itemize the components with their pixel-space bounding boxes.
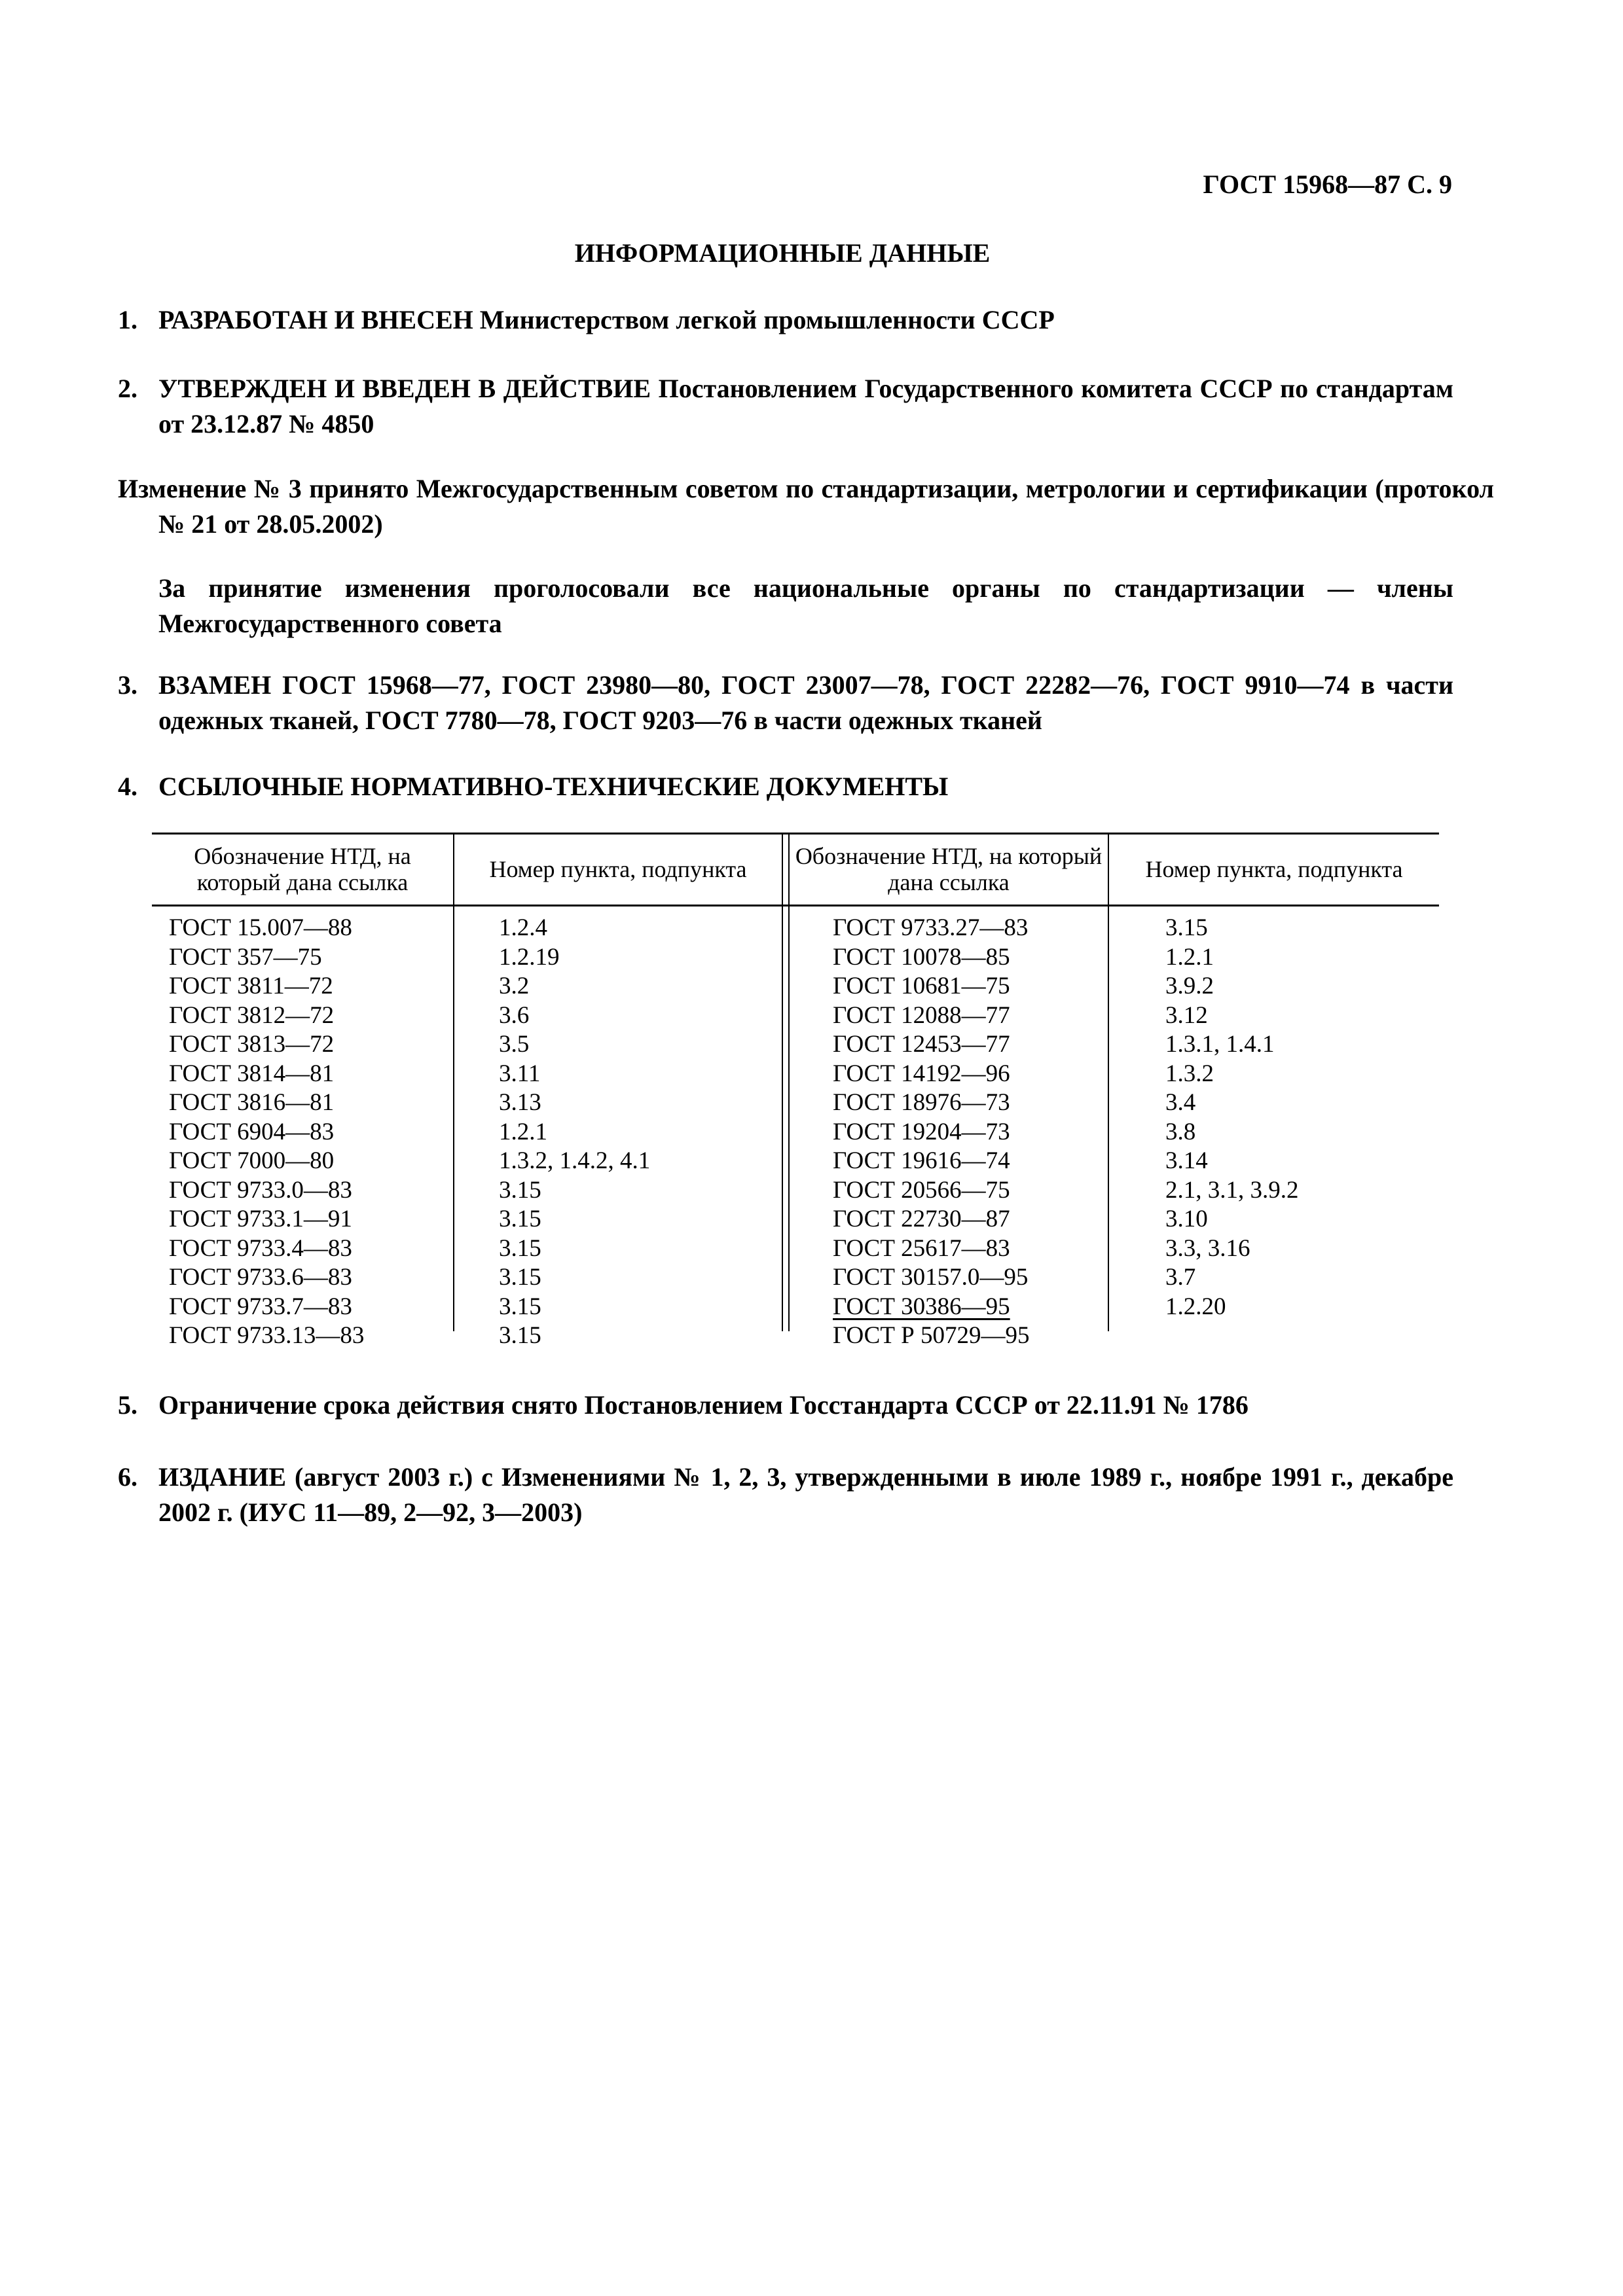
- table-cell: 1.3.2, 1.4.2, 4.1: [499, 1147, 651, 1174]
- item-number: 5.: [118, 1390, 137, 1420]
- table-cell: [1165, 1321, 1299, 1351]
- table-cell: ГОСТ 9733.27—83: [833, 914, 1029, 941]
- table-cell: ГОСТ 9733.1—91: [169, 1206, 352, 1232]
- table-cell: 3.10: [1165, 1206, 1208, 1232]
- table-cell: ГОСТ 3814—81: [169, 1060, 335, 1087]
- table-cell: ГОСТ 12088—77: [833, 1001, 1010, 1029]
- table-cell: ГОСТ 3816—81: [169, 1089, 335, 1116]
- table-cell: 3.15: [499, 1322, 541, 1349]
- table-cell: 3.3, 3.16: [1165, 1234, 1250, 1262]
- left-docs-column: [169, 914, 364, 1351]
- table-cell: ГОСТ 22730—87: [833, 1206, 1010, 1232]
- table-cell: ГОСТ 25617—83: [833, 1234, 1010, 1262]
- table-cell: 3.7: [1165, 1264, 1196, 1291]
- header-cell-ref-right: Номер пункта, подпункта: [1145, 856, 1403, 882]
- table-cell: ГОСТ 10078—85: [833, 943, 1010, 971]
- table-cell: ГОСТ 9733.0—83: [169, 1176, 352, 1204]
- column-double-divider: [782, 833, 790, 1331]
- page-title: ИНФОРМАЦИОННЫЕ ДАННЫЕ: [574, 238, 991, 268]
- table-cell: ГОСТ 357—75: [169, 943, 322, 971]
- table-cell: 2.1, 3.1, 3.9.2: [1165, 1176, 1299, 1204]
- page-header: ГОСТ 15968—87 С. 9: [1203, 170, 1452, 199]
- item-3: [118, 668, 1453, 738]
- table-cell: 3.15: [1165, 914, 1208, 941]
- header-cell-doc-right: Обозначение НТД, на который дана ссылка: [795, 843, 1103, 895]
- table-cell: ГОСТ 9733.7—83: [169, 1293, 352, 1320]
- table-cell: ГОСТ Р 50729—95: [833, 1322, 1030, 1349]
- item-text: РАЗРАБОТАН И ВНЕСЕН Министерством легкой промышленности СССР: [158, 305, 1055, 334]
- table-cell: 3.14: [1165, 1147, 1208, 1174]
- item-6: [118, 1460, 1453, 1530]
- table-cell: 1.2.20: [1165, 1293, 1226, 1320]
- right-docs-column: [833, 914, 1030, 1351]
- table-cell: 3.8: [1165, 1118, 1196, 1145]
- table-cell: 3.15: [499, 1234, 541, 1262]
- item-number: 4.: [118, 772, 137, 801]
- table-cell: 3.11: [499, 1060, 541, 1087]
- table-cell: 1.2.19: [499, 943, 560, 971]
- table-cell: 1.2.1: [499, 1118, 547, 1145]
- item-text: Ограничение срока действия снято Постановлением Госстандарта СССР от 22.11.91 № 1786: [158, 1390, 1249, 1420]
- table-top-rule: [152, 833, 1439, 834]
- table-cell: ГОСТ 15.007—88: [169, 914, 352, 941]
- table-header-rule: [152, 905, 1439, 906]
- item-5: [118, 1388, 1453, 1423]
- table-cell: 3.15: [499, 1264, 541, 1291]
- item-4: [118, 769, 1453, 804]
- table-cell: ГОСТ 12453—77: [833, 1031, 1010, 1058]
- table-cell: 3.13: [499, 1089, 541, 1116]
- item-number: 1.: [118, 305, 137, 334]
- table-cell: ГОСТ 19204—73: [833, 1118, 1010, 1145]
- item-text: ИЗДАНИЕ (август 2003 г.) с Изменениями № 1, 2, 3, утвержденными в июле 1989 г., ноябре 1991 г., декабре 2002 г. (ИУС 11—89, 2—92, 3—2003): [158, 1462, 1453, 1527]
- table-cell: ГОСТ 9733.4—83: [169, 1234, 352, 1262]
- left-refs-column: [499, 914, 650, 1351]
- item-text: УТВЕРЖДЕН И ВВЕДЕН В ДЕЙСТВИЕ Постановлением Государственного комитета СССР по стандартам от 23.12.87 № 4850: [158, 374, 1453, 439]
- table-cell: ГОСТ 3812—72: [169, 1001, 335, 1029]
- table-cell: 3.15: [499, 1293, 541, 1320]
- table-cell: 1.3.1, 1.4.1: [1165, 1031, 1275, 1058]
- table-cell: ГОСТ 10681—75: [833, 973, 1010, 999]
- table-cell: ГОСТ 30157.0—95: [833, 1264, 1029, 1291]
- table-cell: 3.15: [499, 1176, 541, 1204]
- item-number: 2.: [118, 374, 137, 403]
- reference-table: [152, 833, 1439, 1349]
- table-cell: ГОСТ 7000—80: [169, 1147, 335, 1174]
- item-number: 3.: [118, 670, 137, 700]
- table-cell: ГОСТ 3813—72: [169, 1031, 335, 1058]
- table-cell: 3.5: [499, 1031, 530, 1058]
- table-cell: 1.2.4: [499, 914, 547, 941]
- table-cell: 3.2: [499, 973, 530, 999]
- column-divider: [453, 833, 454, 1331]
- item-2: [118, 371, 1453, 442]
- amendment-note: Изменение № 3 принято Межгосударственным советом по стандартизации, метрологии и сертификации (протокол № 21 от 28.05.2002): [118, 474, 1494, 539]
- item-number: 6.: [118, 1462, 137, 1492]
- table-cell: ГОСТ 9733.13—83: [169, 1322, 365, 1349]
- table-cell: 3.15: [499, 1206, 541, 1232]
- right-refs-column: [1165, 914, 1299, 1351]
- header-cell-doc-left: Обозначение НТД, на который дана ссылка: [194, 843, 411, 895]
- table-cell: ГОСТ 18976—73: [833, 1089, 1010, 1116]
- vote-note: За принятие изменения проголосовали все национальные органы по стандартизации — члены Межгосударственного совета: [158, 573, 1453, 638]
- table-cell: 3.6: [499, 1001, 530, 1029]
- table-cell: 3.12: [1165, 1001, 1208, 1029]
- item-1: [118, 302, 1453, 338]
- table-cell: 3.4: [1165, 1089, 1196, 1116]
- table-cell: ГОСТ 14192—96: [833, 1060, 1010, 1087]
- table-cell: ГОСТ 19616—74: [833, 1147, 1010, 1174]
- item-text: ССЫЛОЧНЫЕ НОРМАТИВНО-ТЕХНИЧЕСКИЕ ДОКУМЕНТЫ: [158, 772, 949, 801]
- table-cell: ГОСТ 9733.6—83: [169, 1264, 352, 1291]
- item-text: ВЗАМЕН ГОСТ 15968—77, ГОСТ 23980—80, ГОСТ 23007—78, ГОСТ 22282—76, ГОСТ 9910—74 в части одежных тканей, ГОСТ 7780—78, ГОСТ 9203—76 в части одежных тканей: [158, 670, 1453, 735]
- table-cell: ГОСТ 20566—75: [833, 1176, 1010, 1204]
- table-cell: ГОСТ 3811—72: [169, 973, 333, 999]
- table-cell: 1.3.2: [1165, 1060, 1214, 1087]
- table-cell: 3.9.2: [1165, 973, 1214, 999]
- table-cell: ГОСТ 6904—83: [169, 1118, 335, 1145]
- table-cell: 1.2.1: [1165, 943, 1214, 971]
- table-cell: ГОСТ 30386—95: [833, 1293, 1010, 1320]
- header-cell-ref-left: Номер пункта, подпункта: [489, 856, 747, 882]
- column-divider: [1108, 833, 1109, 1331]
